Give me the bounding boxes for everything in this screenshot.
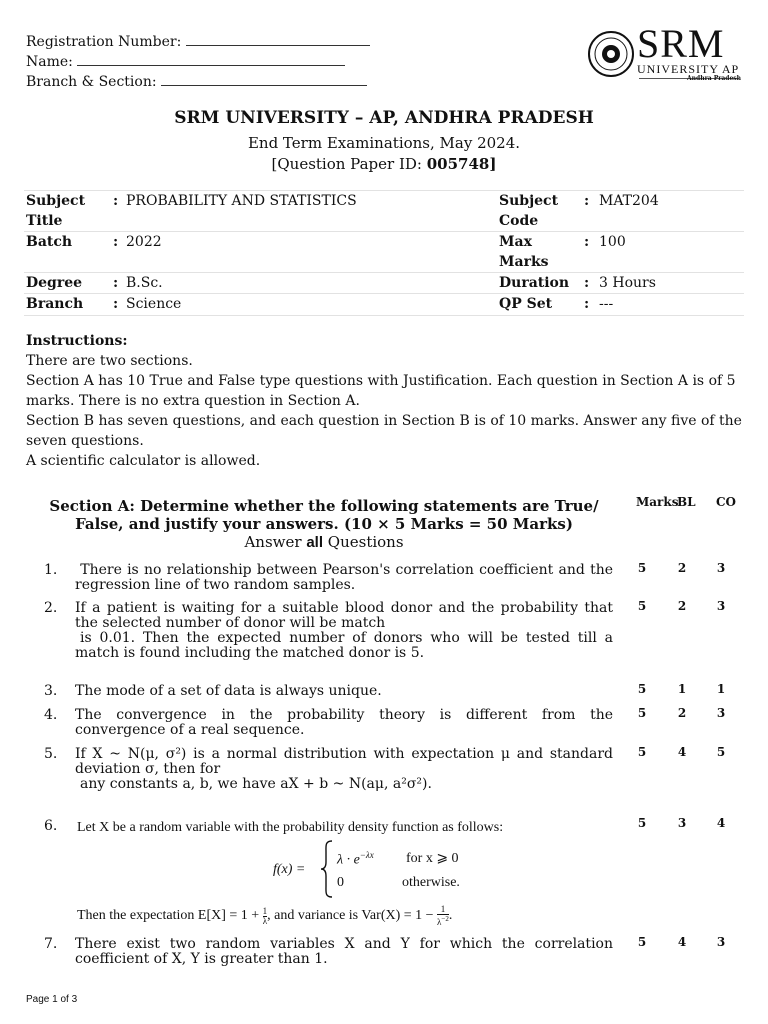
- bl-value: 4: [677, 935, 687, 949]
- qp-set-value: ---: [599, 296, 614, 312]
- colon: :: [584, 275, 590, 291]
- marks-value: 5: [637, 935, 647, 949]
- co-value: 4: [716, 816, 726, 830]
- bl-value: 3: [677, 816, 687, 830]
- bl-value: 2: [677, 706, 687, 720]
- marks-column-header: Marks: [636, 495, 679, 509]
- marks-value: 5: [637, 599, 647, 613]
- answer-all-note: Answer all Questions: [244, 533, 404, 551]
- qp-id-value: 005748]: [426, 155, 497, 173]
- colon: :: [113, 275, 119, 291]
- co-value: 3: [716, 706, 726, 720]
- bl-column-header: BL: [677, 495, 696, 509]
- co-column-header: CO: [716, 495, 737, 509]
- question-number: 4.: [44, 707, 58, 723]
- exam-title: End Term Examinations, May 2024.: [247, 134, 521, 152]
- co-value: 5: [716, 745, 726, 759]
- co-value: 3: [716, 935, 726, 949]
- subject-code-label: Subject Code: [499, 193, 559, 229]
- bl-value: 1: [677, 682, 687, 696]
- duration-value: 3 Hours: [599, 275, 656, 291]
- page-number: Page 1 of 3: [26, 994, 78, 1005]
- colon: :: [584, 193, 590, 209]
- logo-sub: UNIVERSITY AP: [637, 62, 740, 76]
- subject-code-value: MAT204: [599, 193, 659, 209]
- instruction-line: Section A has 10 True and False type questions with Justification. Each question in Section A is of 5 marks. There is no extra question in Section A.: [26, 373, 736, 409]
- batch-label: Batch: [26, 234, 73, 250]
- question-text: The convergence in the probability theory is different from the convergence of a real sequence.: [75, 707, 613, 738]
- question-text: Let X be a random variable with the probability density function as follows:: [77, 820, 504, 835]
- duration-label: Duration: [499, 275, 570, 291]
- marks-value: 5: [637, 561, 647, 575]
- bl-value: 4: [677, 745, 687, 759]
- co-value: 3: [716, 599, 726, 613]
- instruction-line: Section B has seven questions, and each question in Section B is of 10 marks. Answer any five of the seven questions.: [26, 413, 742, 449]
- branch-value: Science: [126, 296, 182, 312]
- name-blank: [77, 53, 345, 66]
- meta-rule: [24, 315, 744, 316]
- marks-value: 5: [637, 745, 647, 759]
- logo-name: SRM: [637, 21, 725, 66]
- question-number: 6.: [44, 818, 58, 834]
- subject-title-value: PROBABILITY AND STATISTICS: [126, 193, 357, 209]
- pdf-case-2-condition: otherwise.: [402, 875, 460, 890]
- registration-number-field: [26, 32, 370, 52]
- degree-value: B.Sc.: [126, 275, 163, 291]
- max-marks-label: Max Marks: [499, 234, 549, 270]
- colon: :: [113, 296, 119, 312]
- pdf-case-1-condition: for x ⩾ 0: [406, 851, 459, 866]
- question-text: If a patient is waiting for a suitable blood donor and the probability that the selected number of donor will be match is 0.01. Then the expected number of donors who will be tested till a match is found including the matched donor is 5.: [75, 600, 613, 661]
- logo-tagline: Andhra Pradesh: [687, 75, 742, 82]
- question-number: 3.: [44, 683, 58, 699]
- name-field: [26, 52, 345, 72]
- colon: :: [584, 234, 590, 250]
- marks-value: 5: [637, 682, 647, 696]
- degree-label: Degree: [26, 275, 83, 291]
- marks-value: 5: [637, 706, 647, 720]
- seal-icon: [587, 30, 635, 78]
- question-text: If X ~ N(μ, σ²) is a normal distribution with expectation μ and standard deviation σ, then for any constants a, b, we have aX + b ~ N(aμ, a²σ²).: [75, 746, 613, 792]
- pdf-case-1: $\lambda \cdot e^{-\lambda x}$: [337, 850, 374, 868]
- section-a-heading: Section A: Determine whether the following statements are True/ False, and justify your answers. (10 × 5 Marks = 50 Marks): [49, 497, 599, 533]
- question-number: 5.: [44, 746, 58, 762]
- question-text: There exist two random variables X and Y for which the correlation coefficient of X, Y is greater than 1.: [75, 936, 613, 967]
- branch-section-field: [26, 72, 367, 92]
- left-brace-icon: [320, 840, 334, 898]
- bl-value: 2: [677, 561, 687, 575]
- question-text: The mode of a set of data is always unique.: [75, 683, 382, 699]
- branch-section-label: Branch & Section:: [26, 74, 157, 90]
- marks-value: 5: [637, 816, 647, 830]
- instruction-line: There are two sections.: [26, 353, 193, 369]
- instructions-heading: Instructions:: [26, 333, 128, 349]
- question-number: 1.: [44, 562, 58, 578]
- instruction-line: A scientific calculator is allowed.: [26, 453, 261, 469]
- registration-number-label: Registration Number:: [26, 34, 182, 50]
- co-value: 1: [716, 682, 726, 696]
- pdf-case-2: 0: [337, 875, 344, 890]
- branch-label: Branch: [26, 296, 84, 312]
- qp-set-label: QP Set: [499, 296, 553, 312]
- question-paper-id: [0, 155, 768, 173]
- colon: :: [584, 296, 590, 312]
- colon: :: [113, 193, 119, 209]
- branch-section-blank: [161, 73, 367, 86]
- question-text: There is no relationship between Pearson's correlation coefficient and the regression line of two random samples.: [75, 562, 614, 593]
- max-marks-value: 100: [599, 234, 626, 250]
- question-number: 2.: [44, 600, 58, 616]
- subject-title-label: Subject Title: [26, 193, 86, 229]
- name-label: Name:: [26, 54, 73, 70]
- colon: :: [113, 234, 119, 250]
- pdf-lhs: f(x) =: [273, 862, 306, 877]
- batch-value: 2022: [126, 234, 162, 250]
- question-number: 7.: [44, 936, 58, 952]
- university-title: SRM UNIVERSITY – AP, ANDHRA PRADESH: [174, 108, 594, 128]
- expectation-statement: Then the expectation E[X] = 1 + $\frac{1}{\lambda}$ , and variance is Var(X) = 1 − $\frac{1}{\lambda^{-2}}$ .: [77, 904, 453, 927]
- co-value: 3: [716, 561, 726, 575]
- qp-id-prefix: [Question Paper ID:: [271, 155, 427, 173]
- registration-number-blank: [186, 33, 370, 46]
- bl-value: 2: [677, 599, 687, 613]
- university-logo: [587, 21, 747, 88]
